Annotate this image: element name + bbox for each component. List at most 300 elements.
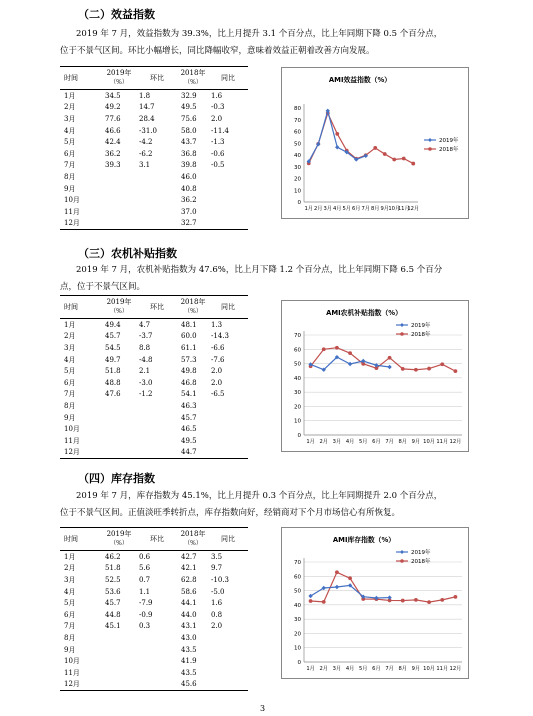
table-cell: 1.6 bbox=[211, 91, 223, 100]
x-tick-label: 5月 bbox=[359, 439, 368, 445]
table-cell: 58.6 bbox=[181, 587, 197, 596]
x-tick-label: 10月 bbox=[423, 439, 435, 445]
table-cell: 36.2 bbox=[181, 196, 197, 205]
table-cell: 53.6 bbox=[105, 587, 121, 596]
table-cell: 45.7 bbox=[181, 413, 197, 422]
table-cell: 5月 bbox=[64, 599, 76, 608]
table-row bbox=[60, 354, 248, 366]
table-header-cell bbox=[102, 530, 136, 548]
y-tick-label: 50 bbox=[294, 588, 301, 595]
table-cell: 60.0 bbox=[181, 332, 197, 341]
table-cell: 45.7 bbox=[105, 599, 121, 608]
legend-marker bbox=[428, 147, 432, 151]
table-cell: 3月 bbox=[64, 575, 76, 584]
section-paragraph-profit bbox=[60, 26, 500, 60]
table-cell: 3.1 bbox=[139, 161, 151, 170]
table-cell: 44.8 bbox=[105, 610, 121, 619]
x-tick-label: 4月 bbox=[345, 439, 355, 445]
header-unit: （%） bbox=[110, 540, 128, 547]
x-tick-label: 9月 bbox=[380, 206, 389, 212]
header-unit: （%） bbox=[110, 79, 128, 86]
table-cell: 45.6 bbox=[181, 680, 197, 689]
x-tick-label: 2月 bbox=[314, 206, 323, 212]
paragraph-line: 2019 年 7 月，效益指数为 39.3%，比上月提升 3.1 个百分点，比上年同期下降 0.5 个百分点， bbox=[76, 29, 443, 39]
y-tick-label: 50 bbox=[294, 361, 301, 368]
table-cell: 43.0 bbox=[181, 633, 197, 642]
data-point bbox=[414, 368, 418, 372]
table-cell: 1月 bbox=[64, 552, 76, 561]
section-title-inventory: （四）库存指数 bbox=[78, 472, 155, 485]
chart-svg bbox=[282, 68, 468, 218]
table-row bbox=[60, 621, 248, 633]
y-tick-label: 30 bbox=[294, 617, 301, 624]
table-row bbox=[60, 655, 248, 667]
table-row bbox=[60, 551, 248, 563]
header-label: 2019年 bbox=[106, 69, 132, 77]
table-cell: 6月 bbox=[64, 610, 76, 619]
table-cell: 12月 bbox=[64, 680, 80, 689]
table-row bbox=[60, 423, 248, 435]
table-cell: 2月 bbox=[64, 103, 76, 112]
x-tick-label: 4月 bbox=[345, 666, 355, 672]
table-cell: -5.0 bbox=[211, 587, 225, 596]
table-cell: 32.7 bbox=[181, 219, 197, 228]
y-tick-label: 20 bbox=[294, 631, 301, 638]
legend-marker bbox=[400, 323, 404, 327]
header-label: 2018年 bbox=[180, 298, 206, 306]
header-unit: （%） bbox=[184, 308, 202, 315]
y-tick-label: 10 bbox=[294, 645, 301, 652]
table-cell: 61.1 bbox=[181, 343, 197, 352]
table-row bbox=[60, 412, 248, 424]
table-cell: 44.1 bbox=[181, 599, 197, 608]
table-row bbox=[60, 90, 248, 102]
data-point bbox=[401, 367, 405, 371]
data-point bbox=[335, 570, 339, 574]
table-cell: 9月 bbox=[64, 413, 76, 422]
table-header-cell bbox=[102, 69, 136, 87]
table-cell: 43.5 bbox=[181, 645, 197, 654]
table-row bbox=[60, 667, 248, 679]
y-tick-label: 70 bbox=[294, 560, 301, 566]
table-row bbox=[60, 679, 248, 691]
data-point bbox=[454, 595, 458, 599]
header-label: 时间 bbox=[64, 534, 78, 543]
table-cell: -3.7 bbox=[139, 332, 153, 341]
table-cell: 3.5 bbox=[211, 552, 223, 561]
table-cell: 4月 bbox=[64, 355, 76, 364]
table-cell: 46.2 bbox=[105, 552, 121, 561]
header-unit: （%） bbox=[110, 308, 128, 315]
legend-label: 2019年 bbox=[411, 323, 431, 329]
table-cell: 36.2 bbox=[105, 149, 121, 158]
data-table-profit bbox=[60, 66, 248, 230]
table-cell: -0.9 bbox=[139, 610, 153, 619]
x-tick-label: 7月 bbox=[385, 439, 394, 445]
table-cell: 48.1 bbox=[181, 320, 197, 329]
table-header-cell bbox=[136, 535, 178, 544]
table-row bbox=[60, 331, 248, 343]
chart-title: AMI农机补贴指数（%） bbox=[326, 309, 402, 317]
data-table-inventory bbox=[60, 527, 248, 691]
x-tick-label: 6月 bbox=[352, 206, 361, 212]
table-cell: 0.7 bbox=[139, 575, 151, 584]
legend-marker bbox=[400, 332, 404, 336]
table-row bbox=[60, 632, 248, 644]
legend-marker bbox=[400, 550, 404, 554]
chart-svg bbox=[282, 528, 468, 678]
data-point bbox=[427, 600, 431, 604]
table-cell: 5月 bbox=[64, 367, 76, 376]
table-cell: -4.2 bbox=[139, 138, 153, 147]
x-tick-label: 7月 bbox=[361, 206, 370, 212]
x-tick-label: 8月 bbox=[371, 206, 380, 212]
table-cell: 7月 bbox=[64, 622, 76, 631]
data-point bbox=[427, 367, 431, 371]
data-point bbox=[383, 152, 387, 156]
table-cell: -1.2 bbox=[139, 390, 153, 399]
table-cell: 4.7 bbox=[139, 320, 151, 329]
x-tick-label: 10月 bbox=[423, 666, 435, 672]
x-tick-label: 5月 bbox=[342, 206, 351, 212]
x-tick-label: 6月 bbox=[372, 666, 381, 672]
table-cell: -7.6 bbox=[211, 355, 225, 364]
data-point bbox=[387, 365, 391, 369]
data-point bbox=[322, 600, 326, 604]
y-tick-label: 10 bbox=[294, 418, 301, 425]
table-cell: 37.0 bbox=[181, 207, 197, 216]
y-tick-label: 40 bbox=[294, 602, 301, 609]
table-header-cell bbox=[178, 298, 208, 316]
table-cell: 1.6 bbox=[211, 599, 223, 608]
table-cell: 10月 bbox=[64, 425, 80, 434]
y-tick-label: 80 bbox=[294, 106, 301, 112]
paragraph-line: 2019 年 7 月，库存指数为 45.1%，比上月提升 0.3 个百分点，比上年同期提升 2.0 个百分点， bbox=[76, 491, 443, 501]
table-row bbox=[60, 113, 248, 125]
table-cell: 39.3 bbox=[105, 161, 121, 170]
table-row bbox=[60, 183, 248, 195]
table-cell: 48.8 bbox=[105, 378, 121, 387]
paragraph-line: 位于不景气区间。环比小幅增长，同比降幅收窄，意味着效益正朝着改善方向发展。 bbox=[60, 46, 375, 56]
table-cell: -7.9 bbox=[139, 599, 153, 608]
table-cell: 4月 bbox=[64, 126, 76, 135]
table-cell: -6.6 bbox=[211, 343, 225, 352]
paragraph-line: 点，位于不景气区间。 bbox=[60, 282, 146, 292]
y-tick-label: 0 bbox=[297, 660, 301, 666]
table-cell: -10.3 bbox=[211, 575, 229, 584]
legend-label: 2018年 bbox=[439, 147, 459, 153]
data-point bbox=[322, 347, 326, 351]
header-label: 环比 bbox=[150, 302, 164, 311]
section-paragraph-inventory bbox=[60, 488, 500, 522]
header-label: 同比 bbox=[221, 534, 235, 543]
table-cell: 4月 bbox=[64, 587, 76, 596]
header-label: 同比 bbox=[221, 73, 235, 82]
table-cell: 46.3 bbox=[181, 401, 197, 410]
header-label: 2018年 bbox=[180, 530, 206, 538]
table-cell: 5.6 bbox=[139, 564, 151, 573]
table-row bbox=[60, 194, 248, 206]
series-line bbox=[311, 348, 456, 371]
x-tick-label: 10月 bbox=[388, 206, 401, 212]
table-cell: 8月 bbox=[64, 172, 76, 181]
table-cell: 0.3 bbox=[139, 622, 151, 631]
data-point bbox=[440, 362, 444, 366]
table-row bbox=[60, 447, 248, 459]
table-cell: 6月 bbox=[64, 149, 76, 158]
table-cell: 3月 bbox=[64, 114, 76, 123]
table-cell: 40.8 bbox=[181, 184, 197, 193]
table-row bbox=[60, 609, 248, 621]
table-cell: 7月 bbox=[64, 161, 76, 170]
table-cell: -31.0 bbox=[139, 126, 157, 135]
table-cell: 44.7 bbox=[181, 448, 197, 457]
table-cell: 1.8 bbox=[139, 91, 151, 100]
table-cell: -0.5 bbox=[211, 161, 225, 170]
table-cell: 0.8 bbox=[211, 610, 223, 619]
x-tick-label: 12月 bbox=[407, 206, 420, 212]
table-header-cell bbox=[136, 303, 178, 312]
data-point bbox=[411, 162, 415, 166]
data-point bbox=[335, 132, 339, 136]
paragraph-line: 2019 年 7 月，农机补贴指数为 47.6%，比上月下降 1.2 个百分点，比上年同期下降 6.5 个百分 bbox=[76, 265, 443, 275]
data-point bbox=[348, 362, 352, 366]
table-cell: 5月 bbox=[64, 138, 76, 147]
table-row bbox=[60, 389, 248, 401]
table-cell: 8.8 bbox=[139, 343, 151, 352]
x-tick-label: 1月 bbox=[304, 206, 313, 212]
table-cell: 2.0 bbox=[211, 622, 223, 631]
header-label: 环比 bbox=[150, 534, 164, 543]
table-cell: 46.8 bbox=[181, 378, 197, 387]
table-cell: -1.3 bbox=[211, 138, 225, 147]
table-row bbox=[60, 171, 248, 183]
x-tick-label: 4月 bbox=[333, 206, 342, 212]
table-cell: 9.7 bbox=[211, 564, 223, 573]
x-tick-label: 11月 bbox=[436, 666, 449, 672]
table-row bbox=[60, 400, 248, 412]
section-title-subsidy: （三）农机补贴指数 bbox=[78, 247, 177, 260]
y-tick-label: 20 bbox=[294, 176, 301, 183]
line-chart-inventory bbox=[281, 527, 469, 679]
y-tick-label: 30 bbox=[294, 164, 301, 171]
table-cell: 57.3 bbox=[181, 355, 197, 364]
header-label: 时间 bbox=[64, 302, 78, 311]
table-row bbox=[60, 148, 248, 160]
legend-label: 2019年 bbox=[439, 138, 459, 144]
y-tick-label: 0 bbox=[297, 433, 301, 439]
table-cell: 11月 bbox=[64, 207, 80, 216]
data-point bbox=[387, 595, 391, 599]
chart-title: AMI库存指数（%） bbox=[332, 536, 396, 544]
chart-svg bbox=[282, 301, 468, 451]
table-cell: -6.5 bbox=[211, 390, 225, 399]
table-cell: 52.5 bbox=[105, 575, 121, 584]
table-cell: 12月 bbox=[64, 448, 80, 457]
table-cell: 46.5 bbox=[181, 425, 197, 434]
table-row bbox=[60, 206, 248, 218]
table-cell: 2.1 bbox=[139, 367, 151, 376]
table-cell: 2.0 bbox=[211, 114, 223, 123]
table-header-cell bbox=[178, 69, 208, 87]
table-row bbox=[60, 136, 248, 148]
legend-marker bbox=[428, 138, 432, 142]
data-point bbox=[402, 157, 406, 161]
table-cell: 10月 bbox=[64, 657, 80, 666]
data-point bbox=[348, 576, 352, 580]
table-cell: 2月 bbox=[64, 564, 76, 573]
y-tick-label: 40 bbox=[294, 375, 301, 382]
table-header-cell bbox=[208, 303, 248, 312]
x-tick-label: 7月 bbox=[385, 666, 394, 672]
y-tick-label: 60 bbox=[294, 574, 301, 581]
table-cell: -4.8 bbox=[139, 355, 153, 364]
header-label: 2019年 bbox=[106, 298, 132, 306]
header-label: 2018年 bbox=[180, 69, 206, 77]
table-header-cell bbox=[208, 74, 248, 83]
table-header-cell bbox=[178, 530, 208, 548]
section-paragraph-subsidy bbox=[60, 262, 500, 296]
table-row bbox=[60, 102, 248, 114]
table-cell: 11月 bbox=[64, 668, 80, 677]
y-tick-label: 40 bbox=[294, 153, 301, 159]
table-header-cell bbox=[102, 298, 136, 316]
table-cell: 42.7 bbox=[181, 552, 197, 561]
table-row bbox=[60, 218, 248, 230]
table-header bbox=[60, 528, 248, 551]
y-tick-label: 30 bbox=[294, 390, 301, 397]
table-row bbox=[60, 586, 248, 598]
table-cell: 46.6 bbox=[105, 126, 121, 135]
table-cell: 2月 bbox=[64, 332, 76, 341]
table-header-cell bbox=[136, 74, 178, 83]
x-tick-label: 2月 bbox=[319, 666, 328, 672]
header-label: 环比 bbox=[150, 73, 164, 82]
table-cell: 0.6 bbox=[139, 552, 151, 561]
table-header-cell bbox=[60, 74, 102, 83]
data-point bbox=[454, 369, 458, 373]
table-cell: -14.3 bbox=[211, 332, 229, 341]
x-tick-label: 11月 bbox=[397, 206, 410, 212]
line-chart-profit bbox=[281, 67, 469, 219]
data-point bbox=[335, 346, 339, 350]
table-cell: 1.1 bbox=[139, 587, 151, 596]
table-row bbox=[60, 574, 248, 586]
table-cell: 36.8 bbox=[181, 149, 197, 158]
x-tick-label: 9月 bbox=[411, 666, 421, 672]
data-point bbox=[335, 145, 339, 149]
x-tick-label: 12月 bbox=[449, 439, 462, 445]
table-header-cell bbox=[60, 303, 102, 312]
legend-label: 2019年 bbox=[411, 550, 431, 556]
x-tick-label: 5月 bbox=[359, 666, 368, 672]
table-row bbox=[60, 435, 248, 447]
table-cell: 43.5 bbox=[181, 668, 197, 677]
table-cell: 45.1 bbox=[105, 622, 121, 631]
table-cell: -0.3 bbox=[211, 103, 225, 112]
x-tick-label: 12月 bbox=[449, 666, 462, 672]
header-label: 2019年 bbox=[106, 530, 132, 538]
table-cell: -0.6 bbox=[211, 149, 225, 158]
table-header-cell bbox=[208, 535, 248, 544]
table-header bbox=[60, 296, 248, 319]
table-cell: 54.1 bbox=[181, 390, 197, 399]
chart-title: AMI效益指数（%） bbox=[328, 76, 392, 84]
paragraph-line: 位于不景气区间。正值淡旺季转折点，库存指数向好，经销商对下个月市场信心有所恢复。 bbox=[60, 508, 401, 518]
data-point bbox=[335, 585, 339, 589]
table-cell: -11.4 bbox=[211, 126, 229, 135]
table-cell: 10月 bbox=[64, 196, 80, 205]
table-cell: -6.2 bbox=[139, 149, 153, 158]
table-cell: 43.1 bbox=[181, 622, 197, 631]
table-row bbox=[60, 125, 248, 137]
table-cell: 9月 bbox=[64, 645, 76, 654]
table-row bbox=[60, 342, 248, 354]
data-point bbox=[401, 599, 405, 603]
table-cell: 12月 bbox=[64, 219, 80, 228]
table-cell: 44.0 bbox=[181, 610, 197, 619]
table-cell: 54.5 bbox=[105, 343, 121, 352]
table-cell: 46.0 bbox=[181, 172, 197, 181]
table-cell: 62.8 bbox=[181, 575, 197, 584]
data-point bbox=[392, 158, 396, 162]
data-point bbox=[309, 599, 313, 603]
x-tick-label: 9月 bbox=[411, 439, 421, 445]
table-cell: 3月 bbox=[64, 343, 76, 352]
table-cell: 8月 bbox=[64, 633, 76, 642]
x-tick-label: 1月 bbox=[306, 666, 315, 672]
x-tick-label: 8月 bbox=[398, 439, 407, 445]
table-cell: 1月 bbox=[64, 91, 76, 100]
table-cell: 11月 bbox=[64, 436, 80, 445]
data-point bbox=[440, 598, 444, 602]
table-cell: 49.5 bbox=[181, 103, 197, 112]
table-cell: 2.0 bbox=[211, 367, 223, 376]
table-cell: 51.8 bbox=[105, 564, 121, 573]
header-label: 时间 bbox=[64, 73, 78, 82]
line-chart-subsidy bbox=[281, 300, 469, 452]
y-tick-label: 10 bbox=[294, 188, 301, 195]
legend-label: 2018年 bbox=[411, 332, 431, 338]
table-cell: 1月 bbox=[64, 320, 76, 329]
y-tick-label: 70 bbox=[294, 333, 301, 339]
section-title-profit: （二）效益指数 bbox=[78, 8, 155, 21]
table-row bbox=[60, 377, 248, 389]
table-cell: 39.8 bbox=[181, 161, 197, 170]
y-tick-label: 0 bbox=[297, 200, 301, 206]
table-cell: 75.6 bbox=[181, 114, 197, 123]
page-number: 3 bbox=[260, 704, 266, 713]
table-row bbox=[60, 160, 248, 172]
y-tick-label: 20 bbox=[294, 404, 301, 411]
header-unit: （%） bbox=[184, 79, 202, 86]
y-tick-label: 60 bbox=[294, 347, 301, 354]
data-point bbox=[373, 146, 377, 150]
table-cell: 6月 bbox=[64, 378, 76, 387]
y-tick-label: 50 bbox=[294, 141, 301, 148]
table-row bbox=[60, 563, 248, 575]
header-unit: （%） bbox=[184, 540, 202, 547]
x-tick-label: 3月 bbox=[332, 439, 342, 445]
data-table-subsidy bbox=[60, 295, 248, 459]
table-cell: 58.0 bbox=[181, 126, 197, 135]
table-cell: 49.7 bbox=[105, 355, 121, 364]
x-tick-label: 1月 bbox=[306, 439, 315, 445]
data-point bbox=[388, 356, 392, 360]
table-cell: 2.0 bbox=[211, 378, 223, 387]
table-cell: 49.5 bbox=[181, 436, 197, 445]
table-row bbox=[60, 319, 248, 331]
